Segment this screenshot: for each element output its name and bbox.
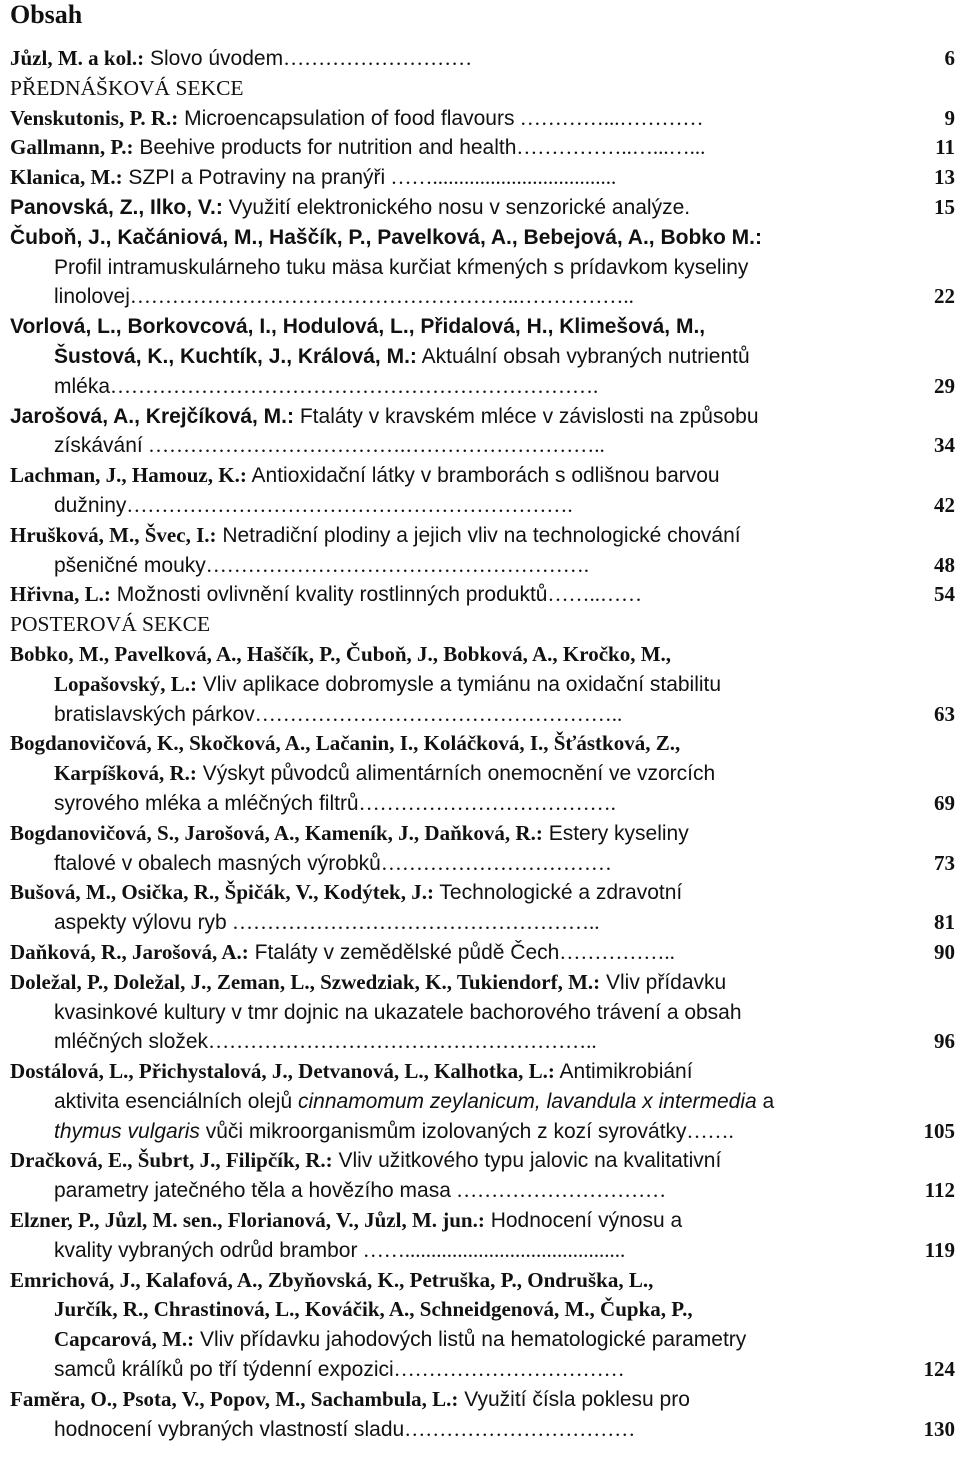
entry-page-number: 96 [934, 1029, 955, 1054]
entry-title-cont: samců králíků po tří týdenní expozici [54, 1358, 394, 1382]
toc-entry[interactable] [10, 1057, 955, 1146]
entry-authors-cont: Karpíšková, R.: [54, 761, 197, 786]
entry-title-cont: hodnocení vybraných vlastností sladu [54, 1417, 405, 1441]
entry-leader: ……………………………………………………………. [110, 373, 599, 398]
entry-title: Hodnocení výnosu a [484, 1209, 683, 1233]
entry-authors: Elzner, P., Jůzl, M. sen., Florianová, V., Jůzl, M. jun.: [10, 1208, 485, 1233]
toc-entry[interactable] [10, 1385, 955, 1445]
entry-authors: Faměra, O., Psota, V., Popov, M., Sachambula, L.: [10, 1386, 459, 1411]
toc-entry[interactable] [10, 402, 955, 462]
entry-title-cont: pšeničné mouky [54, 553, 206, 577]
entry-authors: Bogdanovičová, S., Jarošová, A., Kameník, J., Daňková, R.: [10, 820, 543, 845]
entry-page-number: 22 [934, 284, 955, 309]
entry-authors-cont: Capcarová, M.: [54, 1327, 195, 1352]
entry-title-cont: parametry jatečného těla a hovězího masa [54, 1179, 451, 1203]
entry-leader: ………………………………………………………. [126, 492, 573, 517]
entry-title-cont: bratislavských párkov [54, 702, 255, 726]
entry-title-cont: a [756, 1089, 775, 1113]
toc-entry[interactable] [10, 938, 955, 968]
entry-title: Ftaláty v kravském mléce v závislosti na způsobu [294, 404, 759, 428]
entry-title-cont: vůči mikroorganismům izolovaných z kozí syrovátky [199, 1119, 687, 1143]
entry-authors: Dostálová, L., Přichystalová, J., Detvanová, L., Kalhotka, L.: [10, 1059, 555, 1084]
entry-authors: Panovská, Z., Ilko, V.: [10, 195, 223, 219]
entry-page-number: 124 [923, 1357, 955, 1382]
toc-entry[interactable] [10, 1146, 955, 1206]
entry-authors: Bobko, M., Pavelková, A., Haščík, P., Čuboň, J., Bobková, A., Kročko, M., [10, 641, 672, 666]
entry-title-cont: kvality vybraných odrůd brambor [54, 1238, 358, 1262]
entry-page-number: 90 [934, 939, 955, 964]
toc-entry[interactable] [10, 44, 955, 74]
entry-title-italic: cinnamomum zeylanicum, lavandula x intermedia [297, 1089, 757, 1113]
entry-title: Antimikrobiání [554, 1060, 693, 1084]
entry-leader: ……………………………………………….. [208, 1029, 597, 1054]
entry-title-cont: kvasinkové kultury v tmr dojnic na ukazatele bachorového trávení a obsah [54, 1000, 742, 1024]
toc-entry[interactable] [10, 193, 955, 223]
entry-leader: …………...………… [514, 105, 704, 130]
entry-authors: Lachman, J., Hamouz, K.: [10, 463, 247, 488]
toc-entry[interactable] [10, 729, 955, 818]
entry-title: Slovo úvodem [144, 47, 284, 70]
entry-page-number: 130 [923, 1416, 955, 1441]
entry-page-number: 48 [934, 552, 955, 577]
toc-entry[interactable] [10, 580, 955, 610]
entry-title-cont: aktivita esenciálních olejů [54, 1089, 298, 1113]
page-title: Obsah [10, 0, 83, 29]
entry-title-cont: ftalové v obalech masných výrobků [54, 851, 381, 875]
entry-page-number: 69 [934, 790, 955, 815]
entry-authors: Gallmann, P.: [10, 135, 134, 160]
entry-title: SZPI a Potraviny na pranýři [122, 166, 386, 190]
entry-page-number: 34 [934, 433, 955, 458]
entry-authors: Vorlová, L., Borkovcová, I., Hodulová, L., Přidalová, H., Klimešová, M., [10, 315, 706, 339]
toc-entry[interactable] [10, 1206, 955, 1266]
entry-page-number: 29 [934, 373, 955, 398]
entry-title: Vliv aplikace dobromysle a tymiánu na oxidační stabilitu [196, 672, 722, 696]
entry-leader: ………………………… [450, 1178, 667, 1203]
entry-leader: ……..…… [547, 582, 642, 607]
entry-title-cont: syrového mléka a mléčných filtrů [54, 791, 359, 815]
entry-leader: …………………………… [404, 1416, 636, 1441]
toc-entry[interactable] [10, 1266, 955, 1385]
entry-page-number: 119 [924, 1237, 955, 1262]
entry-title-cont: mléka [54, 374, 111, 398]
entry-page-number: 105 [923, 1118, 955, 1143]
toc-entry[interactable] [10, 133, 955, 163]
toc-entry[interactable] [10, 521, 955, 581]
entry-leader: ………………………………………………..…………….. [129, 284, 634, 309]
entry-leader: ……………………… [283, 46, 473, 70]
entry-title: Netradiční plodiny a jejich vliv na technologické chování [216, 523, 741, 547]
entry-page-number: 15 [934, 194, 955, 219]
entry-title-italic: thymus vulgaris [54, 1119, 200, 1143]
entry-authors: Daňková, R., Jarošová, A.: [10, 939, 249, 964]
entry-authors: Bušová, M., Osička, R., Špičák, V., Kodýtek, J.: [10, 880, 434, 905]
entry-authors: Venskutonis, P. R.: [10, 105, 179, 130]
entry-leader: ……………..…...…... [516, 135, 706, 160]
toc-entry[interactable] [10, 968, 955, 1057]
entry-page-number: 6 [944, 46, 955, 70]
entry-title: Antioxidační látky v bramborách s odlišnou barvou [246, 464, 720, 488]
entry-page-number: 42 [934, 492, 955, 517]
entry-authors: Hřivna, L.: [10, 582, 111, 607]
entry-authors: Klanica, M.: [10, 165, 123, 190]
section-heading: POSTEROVÁ SEKCE [10, 612, 211, 637]
toc-entry[interactable] [10, 223, 955, 312]
entry-title: Vliv užitkového typu jalovic na kvalitativní [332, 1149, 722, 1173]
entry-leader: …………………………… [393, 1357, 625, 1382]
entry-authors: Emrichová, J., Kalafová, A., Zbyňovská, K., Petruška, P., Ondruška, L., [10, 1267, 654, 1292]
entry-leader: …………………………………………….. [226, 910, 600, 935]
entry-title: Profil intramuskulárneho tuku mäsa kurčiat kŕmených s prídavkom kyseliny [54, 255, 749, 279]
entry-title: Aktuální obsah vybraných nutrientů [416, 344, 750, 368]
entry-page-number: 11 [935, 135, 955, 160]
entry-authors: Jůzl, M. a kol.: [10, 46, 145, 70]
entry-title: Technologické a zdravotní [433, 881, 683, 905]
entry-leader: …………………………… [380, 850, 612, 875]
entry-leader: ……. [686, 1118, 734, 1143]
entry-page-number: 54 [934, 582, 955, 607]
entry-page-number: 63 [934, 701, 955, 726]
toc-page [10, 0, 955, 1444]
toc-entry[interactable] [10, 819, 955, 879]
entry-authors: Jarošová, A., Krejčíková, M.: [10, 404, 295, 428]
entry-title: Možnosti ovlivnění kvality rostlinných produktů [110, 583, 548, 607]
entry-leader: ……………………………….……………………….. [142, 433, 605, 458]
entry-authors: Doležal, P., Doležal, J., Zeman, L., Szwedziak, K., Tukiendorf, M.: [10, 969, 601, 994]
entry-page-number: 13 [934, 165, 955, 190]
entry-title: Estery kyseliny [542, 821, 689, 845]
entry-title: Využití elektronického nosu v senzorické analýze. [222, 195, 691, 219]
entry-title: Microencapsulation of food flavours [178, 106, 515, 130]
entry-page-number: 81 [934, 910, 955, 935]
entry-title-cont: získávání [54, 434, 143, 458]
entry-leader: …………….. [559, 939, 675, 964]
entry-authors: Bogdanovičová, K., Skočková, A., Lačanin, I., Koláčková, I., Šťástková, Z., [10, 731, 681, 756]
entry-authors-cont: Šustová, K., Kuchtík, J., Králová, M.: [54, 344, 417, 368]
toc-entry[interactable] [10, 163, 955, 193]
toc-entry[interactable] [10, 878, 955, 938]
toc-list [10, 44, 955, 1444]
entry-leader: ……................................... [385, 165, 617, 190]
toc-entry[interactable] [10, 312, 955, 401]
entry-title: Výskyt původců alimentárních onemocnění ve vzorcích [196, 762, 716, 786]
entry-title-cont: dužniny [54, 493, 127, 517]
entry-authors: Hrušková, M., Švec, I.: [10, 522, 217, 547]
entry-page-number: 9 [944, 105, 955, 130]
entry-authors-cont: Lopašovský, L.: [54, 671, 197, 696]
section-heading: PŘEDNÁŠKOVÁ SEKCE [10, 75, 244, 100]
entry-authors-cont: Jurčík, R., Chrastinová, L., Kováčik, A., Schneidgenová, M., Čupka, P., [54, 1297, 693, 1322]
entry-page-number: 112 [924, 1178, 955, 1203]
entry-title-cont: mléčných složek [54, 1030, 209, 1054]
entry-title-cont: linolovej [54, 285, 130, 309]
entry-authors: Dračková, E., Šubrt, J., Filipčík, R.: [10, 1148, 333, 1173]
entry-title: Ftaláty v zemědělské půdě Čech [248, 940, 560, 964]
entry-leader: ………………………………. [358, 790, 616, 815]
entry-title: Vliv přídavku jahodových listů na hematologické parametry [194, 1328, 747, 1352]
entry-title: Využití čísla poklesu pro [458, 1387, 690, 1411]
entry-authors: Čuboň, J., Kačániová, M., Haščík, P., Pavelková, A., Bebejová, A., Bobko M.: [10, 225, 762, 249]
toc-entry[interactable] [10, 640, 955, 729]
entry-leader: ………………………………………………. [205, 552, 589, 577]
entry-title-cont: aspekty výlovu ryb [54, 911, 227, 935]
entry-title: Vliv přídavku [600, 970, 727, 994]
entry-title: Beehive products for nutrition and health [133, 136, 517, 160]
toc-entry[interactable] [10, 461, 955, 521]
entry-page-number: 73 [934, 850, 955, 875]
entry-leader: …….......................................... [357, 1237, 626, 1262]
entry-leader: …………………………………………….. [254, 701, 623, 726]
toc-entry[interactable] [10, 104, 955, 134]
